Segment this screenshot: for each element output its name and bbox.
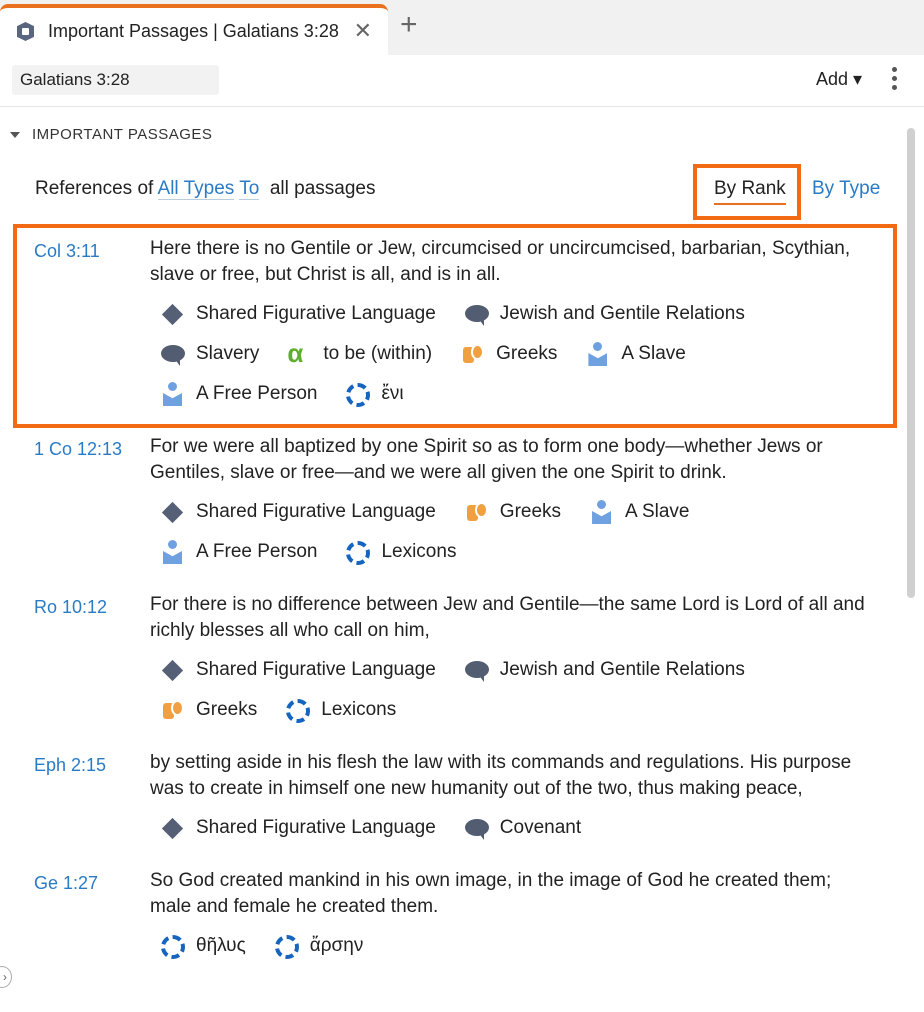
tag-item[interactable] bbox=[160, 926, 246, 966]
speech-bubble-icon bbox=[464, 658, 488, 682]
tag-label: Greeks bbox=[499, 501, 562, 522]
diamond-icon bbox=[160, 816, 184, 840]
more-options-icon[interactable] bbox=[892, 67, 898, 94]
speech-bubble-icon bbox=[464, 816, 488, 840]
by-rank-button[interactable]: By Rank bbox=[714, 178, 786, 205]
tag-label: Jewish and Gentile Relations bbox=[499, 659, 745, 680]
people-icon bbox=[160, 698, 184, 722]
filter-suffix: all passages bbox=[269, 178, 376, 199]
tag-label: Shared Figurative Language bbox=[196, 659, 436, 680]
close-tab-icon[interactable]: ✕ bbox=[353, 18, 372, 43]
toolbar bbox=[0, 55, 924, 107]
tag-label: θῆλυς bbox=[196, 935, 246, 956]
tag-label: Slavery bbox=[196, 343, 260, 364]
tag-label: to be (within) bbox=[323, 343, 433, 364]
tag-label: Greeks bbox=[196, 699, 258, 720]
lexicon-icon bbox=[285, 698, 309, 722]
person-icon bbox=[589, 500, 613, 524]
tag-item[interactable] bbox=[160, 492, 436, 532]
tag-item[interactable] bbox=[589, 492, 689, 532]
section-title: IMPORTANT PASSAGES bbox=[32, 126, 213, 143]
tag-item[interactable] bbox=[160, 650, 436, 690]
tag-item[interactable] bbox=[285, 690, 396, 730]
tag-item[interactable] bbox=[345, 532, 456, 572]
passage-text: by setting aside in his flesh the law with its commands and regulations. His purpose was to create in himself one new humanity out of the two, thus making peace, bbox=[150, 752, 852, 799]
tag-label: A Slave bbox=[621, 343, 686, 364]
filter-prefix: References of bbox=[35, 178, 154, 199]
new-tab-button[interactable]: + bbox=[400, 8, 418, 41]
passage-reference-link[interactable]: Col 3:11 bbox=[34, 241, 100, 261]
tag-label: ἄρσην bbox=[309, 935, 364, 956]
passage-item bbox=[0, 750, 900, 848]
tag-item[interactable] bbox=[160, 690, 257, 730]
tag-list bbox=[150, 650, 850, 730]
add-button[interactable]: Add ▾ bbox=[816, 69, 863, 89]
tag-item[interactable] bbox=[464, 808, 581, 848]
tab-bar bbox=[0, 0, 924, 55]
tag-label: ἔνι bbox=[381, 383, 404, 404]
passage-item bbox=[0, 434, 900, 572]
tag-list bbox=[150, 492, 850, 572]
tag-label: Shared Figurative Language bbox=[196, 303, 436, 324]
tag-item[interactable] bbox=[274, 926, 364, 966]
tab-title: Important Passages | Galatians 3:28 bbox=[48, 21, 339, 41]
tag-label: Lexicons bbox=[381, 541, 457, 562]
lexicon-icon bbox=[345, 540, 369, 564]
tag-label: A Free Person bbox=[196, 383, 318, 404]
tag-label: Shared Figurative Language bbox=[196, 817, 436, 838]
diamond-icon bbox=[160, 500, 184, 524]
people-icon bbox=[464, 500, 488, 524]
lexicon-icon bbox=[274, 934, 298, 958]
passage-item bbox=[0, 868, 900, 966]
expand-panel-icon[interactable]: › bbox=[0, 966, 12, 988]
passage-text: So God created mankind in his own image, in the image of God he created them; male and female he created them. bbox=[150, 870, 832, 917]
scrollbar[interactable] bbox=[907, 128, 915, 598]
person-icon bbox=[160, 540, 184, 564]
tag-label: Covenant bbox=[499, 817, 582, 838]
all-types-link[interactable]: All Types bbox=[157, 178, 235, 199]
tag-item[interactable] bbox=[464, 650, 745, 690]
filter-row bbox=[35, 178, 375, 200]
to-link[interactable]: To bbox=[239, 178, 260, 199]
passage-text: For we were all baptized by one Spirit so as to form one body—whether Jews or Gentiles, slave or free—and we were all given the one Spirit to drink. bbox=[150, 436, 823, 483]
reference-input[interactable] bbox=[12, 65, 219, 95]
tag-label: Greeks bbox=[496, 343, 558, 364]
tab-important-passages[interactable] bbox=[0, 4, 388, 55]
tag-list bbox=[150, 926, 850, 966]
passage-item bbox=[0, 592, 900, 730]
tag-item[interactable] bbox=[464, 492, 561, 532]
passage-reference-link[interactable]: 1 Co 12:13 bbox=[34, 439, 123, 459]
collapse-triangle-icon[interactable] bbox=[10, 132, 20, 138]
passage-text: Here there is no Gentile or Jew, circumcised or uncircumcised, barbarian, Scythian, slave or free, but Christ is all, and is in all. bbox=[150, 238, 851, 285]
tag-label: A Slave bbox=[625, 501, 690, 522]
by-type-button[interactable]: By Type bbox=[812, 178, 881, 199]
tag-label: Shared Figurative Language bbox=[196, 501, 436, 522]
guide-icon bbox=[17, 22, 34, 41]
passage-reference-link[interactable]: Ge 1:27 bbox=[34, 873, 99, 893]
section-header[interactable] bbox=[10, 126, 212, 143]
passage-highlight bbox=[13, 224, 897, 428]
passage-reference-link[interactable]: Eph 2:15 bbox=[34, 755, 107, 775]
tag-list bbox=[150, 808, 850, 848]
passage-reference-link[interactable]: Ro 10:12 bbox=[34, 597, 108, 617]
tag-label: A Free Person bbox=[196, 541, 318, 562]
lexicon-icon bbox=[160, 934, 184, 958]
tag-item[interactable] bbox=[160, 808, 436, 848]
tag-label: Lexicons bbox=[321, 699, 397, 720]
tag-label: Jewish and Gentile Relations bbox=[499, 303, 745, 324]
tag-item[interactable] bbox=[160, 532, 317, 572]
diamond-icon bbox=[160, 658, 184, 682]
alpha-icon: α bbox=[287, 338, 304, 368]
passage-text: For there is no difference between Jew and Gentile—the same Lord is Lord of all and richly blesses all who call on him, bbox=[150, 594, 865, 641]
